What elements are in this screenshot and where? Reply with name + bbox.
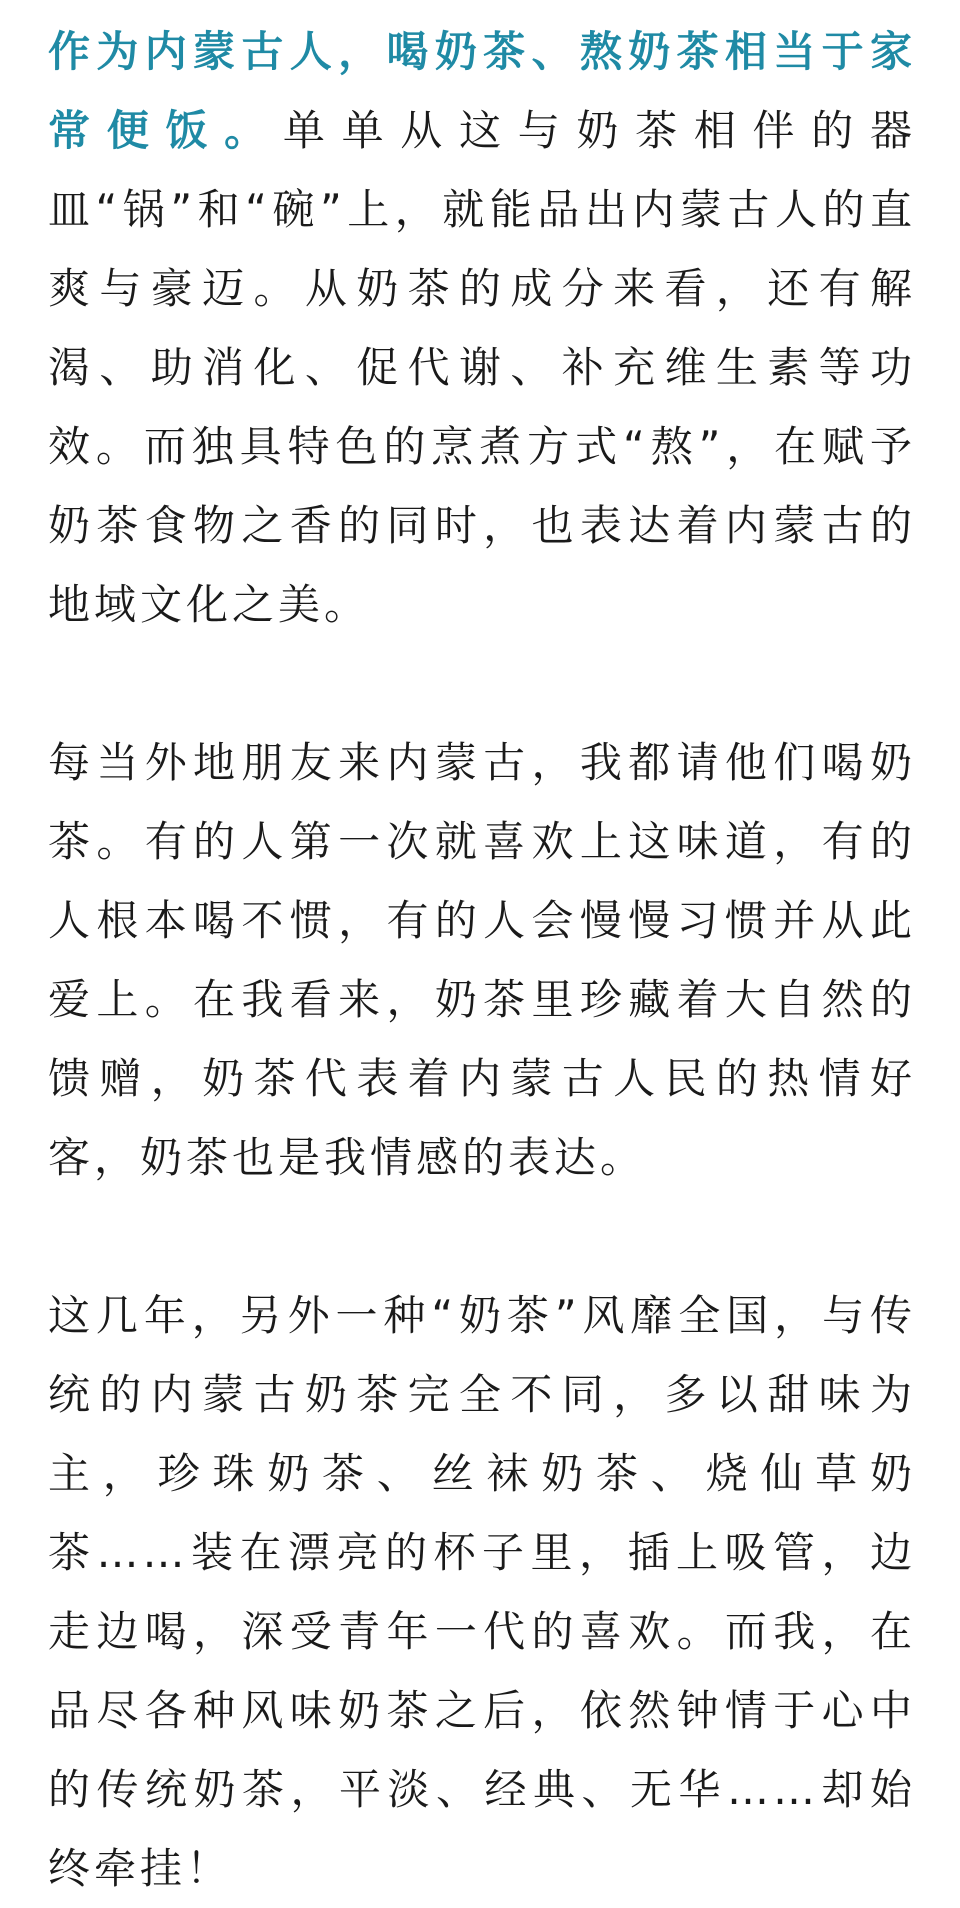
paragraph-1-text: 单单从这与奶茶相伴的器皿“锅”和“碗”上，就能品出内蒙古人的直爽与豪迈。从奶茶的成分来看，还有解渴、助消化、促代谢、补充维生素等功效。而独具特色的烹煮方式“熬”，在赋予奶茶食物之香的同时，也表达着内蒙古的地域文化之美。 — [48, 106, 916, 629]
paragraph-2-text: 每当外地朋友来内蒙古，我都请他们喝奶茶。有的人第一次就喜欢上这味道，有的人根本喝不惯，有的人会慢慢习惯并从此爱上。在我看来，奶茶里珍藏着大自然的馈赠，奶茶代表着内蒙古人民的热情好客，奶茶也是我情感的表达。 — [48, 738, 916, 1182]
paragraph-1 — [48, 12, 916, 644]
paragraph-3 — [48, 1276, 916, 1908]
lead-sentence: 作为内蒙古人，喝奶茶、熬奶茶相当于家常便饭。 — [48, 27, 916, 155]
paragraph-2 — [48, 723, 916, 1197]
paragraph-3-text: 这几年，另外一种“奶茶”风靡全国，与传统的内蒙古奶茶完全不同，多以甜味为主，珍珠奶茶、丝袜奶茶、烧仙草奶茶……装在漂亮的杯子里，插上吸管，边走边喝，深受青年一代的喜欢。而我，在品尽各种风味奶茶之后，依然钟情于心中的传统奶茶，平淡、经典、无华……却始终牵挂！ — [48, 1291, 916, 1893]
